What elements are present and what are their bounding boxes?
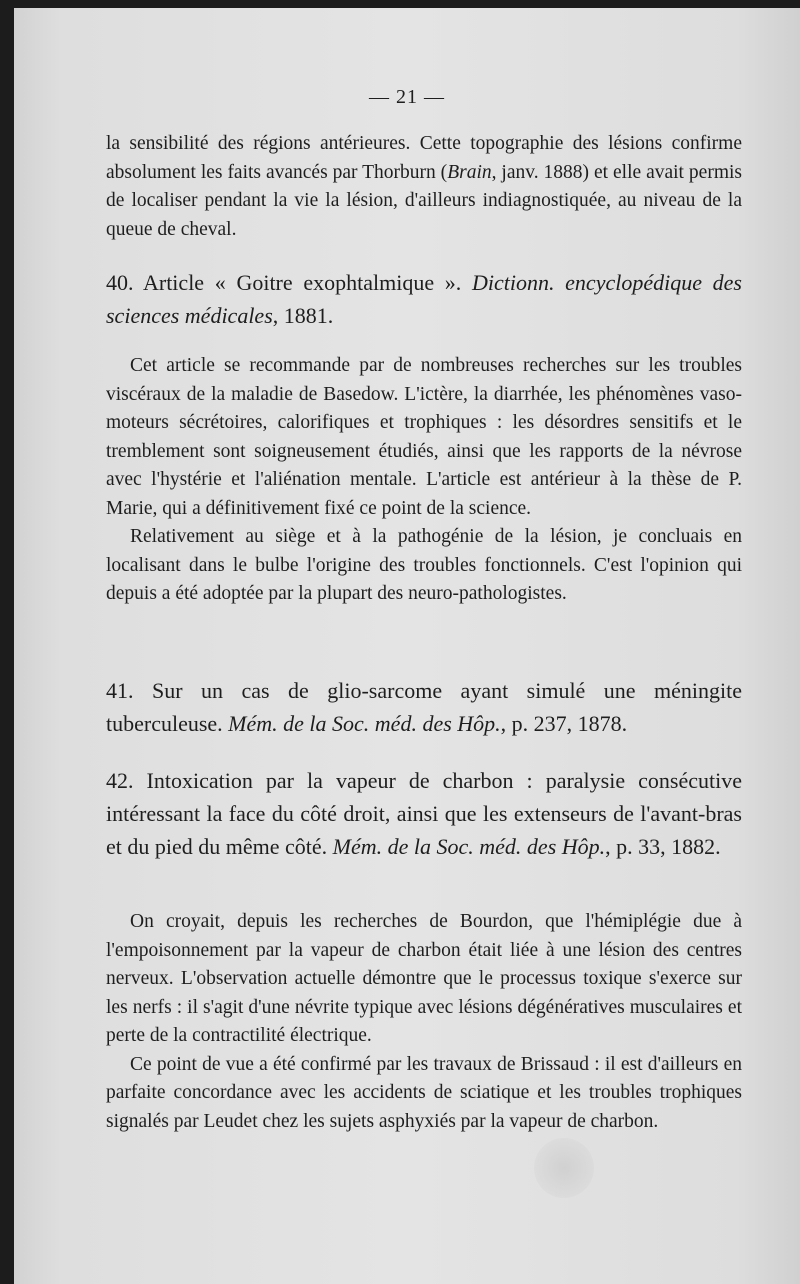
paragraph-2: Cet article se recommande par de nombreuses recherches sur les troubles viscéraux de la maladie de Basedow. L'ictère, la diarrhée, les phénomènes vaso-moteurs sécrétoires, calorifiques et trophiques : les désordres sensitifs et le tremblement sont soigneusement étudiés, ainsi que les rapports de la névrose avec l'hystérie et l'aliénation mentale. L'article est antérieur à la thèse de P. Marie, qui a définitivement fixé ce point de la science.	[106, 355, 742, 519]
book-page	[14, 8, 800, 1284]
entry-40-number: 40.	[106, 270, 134, 295]
entry-42-ref: , p. 33, 1882.	[605, 834, 721, 859]
paragraph-1-text: la sensibilité des régions antérieures. Cette topographie des lésions confirme absolument les faits avancés par Thorburn (	[106, 133, 742, 183]
entry-41-ref: , p. 237, 1878.	[500, 711, 628, 736]
entry-40	[106, 266, 742, 332]
entry-42	[106, 764, 742, 863]
journal-brain: Brain	[447, 161, 492, 183]
entry-41-source: Mém. de la Soc. méd. des Hôp.	[228, 711, 501, 736]
paragraph-5: Ce point de vue a été confirmé par les travaux de Brissaud : il est d'ailleurs en parfaite concordance avec les accidents de sciatique et les troubles trophiques signalés par Leudet chez les sujets asphyxiés par la vapeur de charbon.	[106, 1053, 742, 1132]
paper-stain	[534, 1138, 594, 1198]
paragraph-continuation	[106, 130, 742, 244]
entry-42-number: 42.	[106, 768, 134, 793]
paragraph-1-end: , janv. 1888) et elle avait permis de localiser pendant la vie la lésion, d'ailleurs indiagnostiquée, au niveau de la queue de cheval.	[106, 161, 742, 240]
entry-40-source: Dictionn. encyclopédique des sciences médicales	[106, 270, 742, 328]
entry-41-title: Sur un cas de glio-sarcome ayant simulé une méningite tuberculeuse.	[106, 678, 743, 736]
paragraph-4: On croyait, depuis les recherches de Bourdon, que l'hémiplégie due à l'empoisonnement par la vapeur de charbon était liée à une lésion des centres nerveux. L'observation actuelle démontre que le processus toxique s'exerce sur les nerfs : il s'agit d'une névrite typique avec lésions dégénératives musculaires et perte de la contractilité électrique.	[106, 911, 742, 1046]
entry-40-description	[106, 352, 742, 609]
entry-42-title: Intoxication par la vapeur de charbon : paralysie consécutive intéressant la face du côté droit, ainsi que les extenseurs de l'avant-bras et du pied du même côté.	[106, 768, 742, 859]
entry-42-description	[106, 908, 742, 1136]
entry-41-heading	[106, 674, 742, 740]
entry-42-heading	[106, 764, 742, 863]
entry-41-number: 41.	[106, 678, 134, 703]
page-number: — 21 —	[369, 86, 445, 108]
entry-41	[106, 674, 742, 740]
entry-40-heading	[106, 266, 742, 332]
entry-40-year: , 1881.	[272, 303, 334, 328]
paragraph-1	[106, 130, 742, 244]
entry-40-title: Article « Goitre exophtalmique ».	[142, 270, 462, 295]
entry-42-source: Mém. de la Soc. méd. des Hôp.	[332, 834, 606, 859]
paragraph-3: Relativement au siège et à la pathogénie de la lésion, je concluais en localisant dans le bulbe l'origine des troubles fonctionnels. C'est l'opinion qui depuis a été adoptée par la plupart des neuro-pathologistes.	[106, 526, 742, 604]
